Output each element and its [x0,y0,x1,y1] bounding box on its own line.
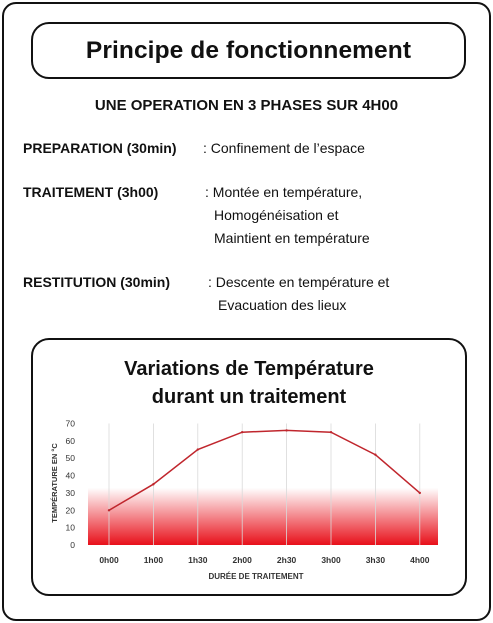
phase-description-line: Maintient en température [214,230,370,246]
phase-label-restitution: RESTITUTION (30min) [23,274,171,290]
data-point [419,492,421,494]
phase-description-line: Evacuation des lieux [218,297,347,313]
x-tick-label: 3h30 [365,555,386,565]
data-point [152,483,154,485]
page-title: Principe de fonctionnement [85,36,412,64]
y-tick-label: 60 [65,435,75,446]
heat-zone-band [88,488,438,545]
data-point [330,431,332,433]
data-point [197,448,199,450]
y-tick-label: 0 [70,540,75,550]
y-axis-label: TEMPÉRATURE EN °C [50,443,59,523]
x-tick-label: 2h30 [276,555,297,565]
y-tick-label: 50 [65,453,75,464]
x-tick-label: 3h00 [321,555,341,565]
y-tick-label: 70 [65,418,75,429]
x-tick-label: 0h00 [99,555,119,565]
phase-description-line: : Confinement de l’espace [203,140,365,156]
data-point [108,509,110,511]
phase-label-traitement: TRAITEMENT (3h00) [23,184,159,200]
phase-description-line: : Descente en température et [208,274,390,290]
phase-description-line: Homogénéisation et [214,207,339,223]
phases-subtitle: UNE OPERATION EN 3 PHASES SUR 4H00 [94,97,399,114]
x-tick-label: 1h00 [143,555,164,565]
y-tick-label: 40 [65,470,75,481]
x-tick-label: 1h30 [188,555,208,565]
chart-title-line: durant un traitement [151,386,347,408]
phase-description-line: : Montée en température, [205,184,363,200]
chart-title-line: Variations de Température [124,358,374,380]
y-tick-label: 10 [65,522,75,533]
phase-label-preparation: PREPARATION (30min) [23,140,177,156]
data-point [285,429,287,431]
x-axis-label: DURÉE DE TRAITEMENT [208,572,304,581]
y-tick-label: 30 [65,487,75,498]
y-tick-label: 20 [65,505,75,516]
x-tick-label: 2h00 [232,555,252,565]
data-point [241,431,243,433]
data-point [374,454,376,456]
x-tick-label: 4h00 [410,555,430,565]
